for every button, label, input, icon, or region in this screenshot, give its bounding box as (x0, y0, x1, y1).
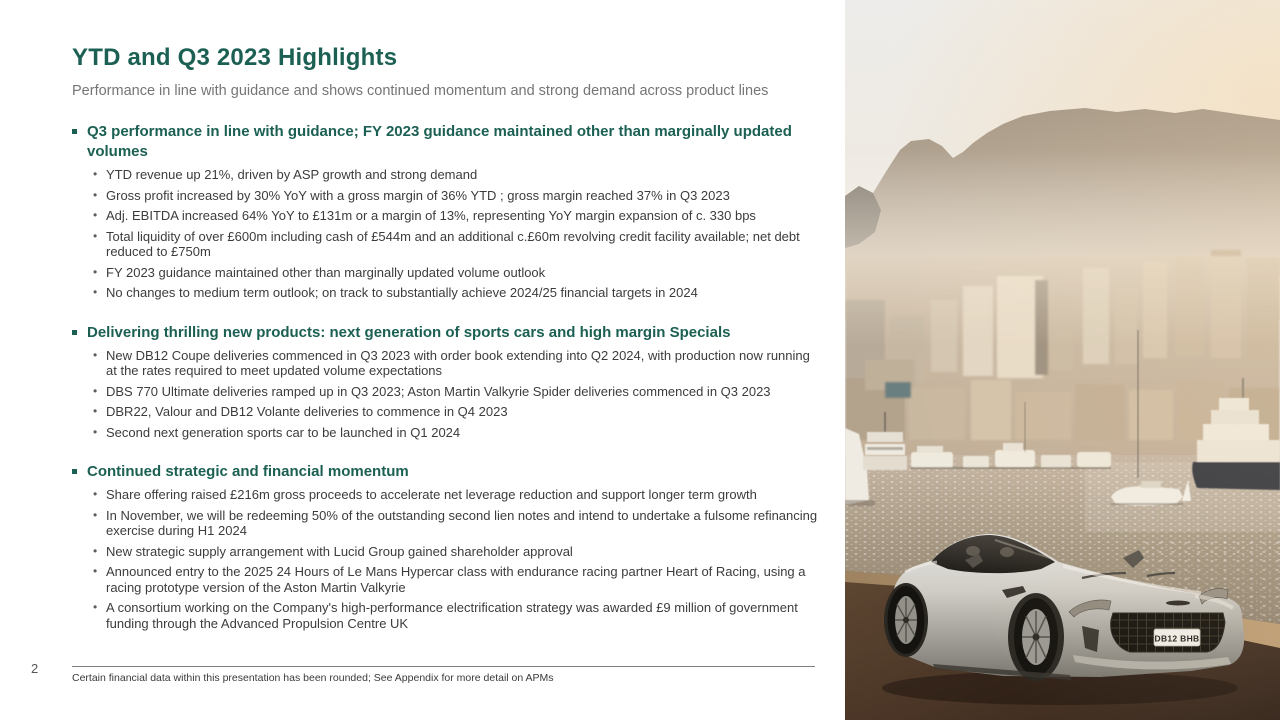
bullet-text: In November, we will be redeeming 50% of the outstanding second lien notes and intend to undertake a fulsome refinancing exercise during H1 2024 (106, 507, 818, 538)
bullet-text: Gross profit increased by 30% YoY with a gross margin of 36% YTD ; gross margin reached 37% in Q3 2023 (106, 187, 730, 203)
bullet-text: Adj. EBITDA increased 64% YoY to £131m or a margin of 13%, representing YoY margin expansion of c. 330 bps (106, 208, 756, 223)
section-bullet-icon (72, 129, 77, 134)
license-plate-text: DB12 BHB (1154, 633, 1200, 644)
bullet-text: Share offering raised £216m gross proceeds to accelerate net leverage reduction and support longer term growth (106, 487, 757, 502)
bullet-text: New strategic supply arrangement with Lucid Group gained shareholder approval (106, 543, 573, 559)
bullet-item (93, 487, 824, 503)
bullet-item (93, 188, 824, 204)
bullet-item (93, 285, 824, 301)
bullet-text: DBS 770 Ultimate deliveries ramped up in Q3 2023; Aston Martin Valkyrie Spider deliveries commenced in Q3 2023 (106, 383, 771, 399)
section-heading-row (72, 462, 824, 482)
section (72, 122, 824, 301)
bullet-item (93, 229, 824, 260)
footnote-divider (72, 666, 815, 667)
slide-title: YTD and Q3 2023 Highlights (72, 44, 398, 71)
bullet-dot-icon: • (93, 487, 98, 501)
bullet-dot-icon: • (93, 424, 98, 439)
bullet-text: A consortium working on the Company's high-performance electrification strategy was awarded £9 million of government funding through the Advanced Propulsion Centre UK (106, 600, 798, 631)
bullet-item (93, 425, 824, 441)
bullet-dot-icon: • (93, 187, 98, 202)
bullet-dot-icon: • (93, 600, 98, 614)
bullet-item (93, 208, 824, 224)
bullet-item (93, 348, 824, 379)
footnote: Certain financial data within this presentation has been rounded; See Appendix for more detail on APMs (72, 672, 554, 684)
bullet-item (93, 564, 824, 595)
hero-photo (845, 0, 1280, 720)
section-heading: Continued strategic and financial momentum (87, 463, 409, 480)
slide-subtitle: Performance in line with guidance and shows continued momentum and strong demand across product lines (72, 83, 769, 99)
bullet-text: New DB12 Coupe deliveries commenced in Q3 2023 with order book extending into Q2 2024, with production now running at the rates required to meet updated volume expectations (106, 347, 810, 378)
section-bullet-icon (72, 469, 77, 474)
section-bullet-icon (72, 330, 77, 335)
bullet-text: YTD revenue up 21%, driven by ASP growth and strong demand (106, 167, 478, 182)
bullet-dot-icon: • (93, 167, 98, 181)
bullet-text: Second next generation sports car to be launched in Q1 2024 (106, 424, 461, 440)
sections (72, 122, 824, 631)
bullet-dot-icon: • (93, 383, 98, 398)
bullet-item (93, 404, 824, 420)
bullet-item (93, 384, 824, 400)
section-heading: Q3 performance in line with guidance; FY 2023 guidance maintained other than marginally updated volumes (87, 123, 792, 160)
slide-content (72, 44, 824, 653)
bullet-item (93, 167, 824, 183)
bullet-dot-icon: • (93, 208, 98, 222)
bullet-text: Total liquidity of over £600m including cash of £544m and an additional c.£60m revolving credit facility available; net debt reduced to £750m (106, 228, 800, 259)
bullet-text: Announced entry to the 2025 24 Hours of Le Mans Hypercar class with endurance racing partner Heart of Racing, using a racing prototype version of the Aston Martin Valkyrie (106, 564, 806, 595)
section-heading: Delivering thrilling new products: next generation of sports cars and high margin Specials (87, 323, 731, 341)
bullet-item (93, 508, 824, 539)
bullet-text: No changes to medium term outlook; on track to substantially achieve 2024/25 financial targets in 2024 (106, 285, 698, 300)
bullet-item (93, 544, 824, 560)
bullet-dot-icon: • (93, 564, 98, 578)
bullet-item (93, 265, 824, 281)
bullet-dot-icon: • (93, 264, 98, 279)
bullet-dot-icon: • (93, 507, 98, 522)
bullet-dot-icon: • (93, 404, 98, 418)
page-number: 2 (31, 661, 39, 676)
section-heading-row (72, 323, 824, 343)
bullet-dot-icon: • (93, 228, 98, 243)
section (72, 462, 824, 631)
bullet-dot-icon: • (93, 543, 98, 558)
bullet-text: DBR22, Valour and DB12 Volante deliveries to commence in Q4 2023 (106, 404, 508, 419)
section-heading-row (72, 122, 824, 162)
bullet-dot-icon: • (93, 285, 98, 299)
bullet-text: FY 2023 guidance maintained other than marginally updated volume outlook (106, 264, 546, 280)
sunlight-overlay (845, 0, 1280, 720)
bullet-item (93, 600, 824, 631)
bullet-dot-icon: • (93, 347, 98, 362)
section (72, 323, 824, 441)
